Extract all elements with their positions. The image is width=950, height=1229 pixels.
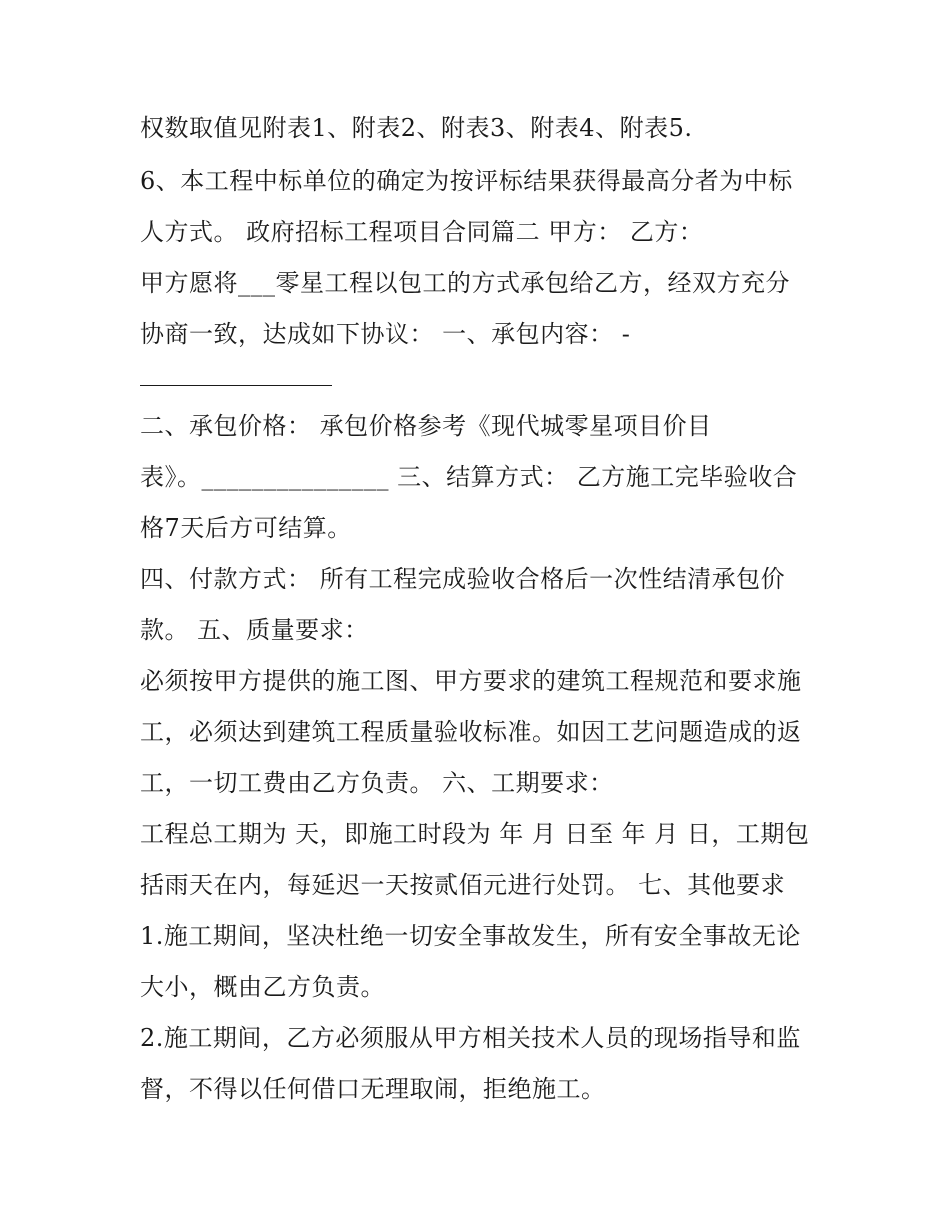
- text-line: 6、本工程中标单位的确定为按评标结果获得最高分者为中标: [140, 167, 793, 195]
- text-line: 工程总工期为 天，即施工时段为 年 月 日至 年 月 日，工期包: [140, 820, 810, 848]
- text-line: 2.施工期间，乙方必须服从甲方相关技术人员的现场指导和监: [140, 1024, 801, 1052]
- text-line: 格7天后方可结算。: [140, 514, 352, 542]
- text-line: 二、承包价格： 承包价格参考《现代城零星项目价目: [140, 412, 712, 440]
- text-line: 括雨天在内，每延迟一天按贰佰元进行处罚。 七、其他要求: [140, 871, 786, 899]
- text-line: 甲方愿将___零星工程以包工的方式承包给乙方，经双方充分: [140, 269, 790, 297]
- text-line: 必须按甲方提供的施工图、甲方要求的建筑工程规范和要求施: [140, 667, 802, 695]
- text-line: 款。 五、质量要求：: [140, 616, 369, 644]
- text-line: 督，不得以任何借口无理取闹，拒绝施工。: [140, 1075, 606, 1103]
- text-line: 大小，概由乙方负责。: [140, 973, 385, 1001]
- text-line: 1.施工期间，坚决杜绝一切安全事故发生，所有安全事故无论: [140, 922, 801, 950]
- text-line: 人方式。 政府招标工程项目合同篇二 甲方： 乙方：: [140, 218, 704, 246]
- blank-underline: [140, 385, 332, 386]
- text-line: 工，必须达到建筑工程质量验收标准。如因工艺问题造成的返: [140, 718, 802, 746]
- text-line: 权数取值见附表1、附表2、附表3、附表4、附表5.: [140, 114, 693, 142]
- text-line: 工，一切工费由乙方负责。 六、工期要求：: [140, 769, 614, 797]
- text-line: 协商一致，达成如下协议： 一、承包内容： -: [140, 320, 631, 348]
- text-line: 表》。_______________ 三、结算方式： 乙方施工完毕验收合: [140, 463, 798, 491]
- text-line: 四、付款方式： 所有工程完成验收合格后一次性结清承包价: [140, 565, 786, 593]
